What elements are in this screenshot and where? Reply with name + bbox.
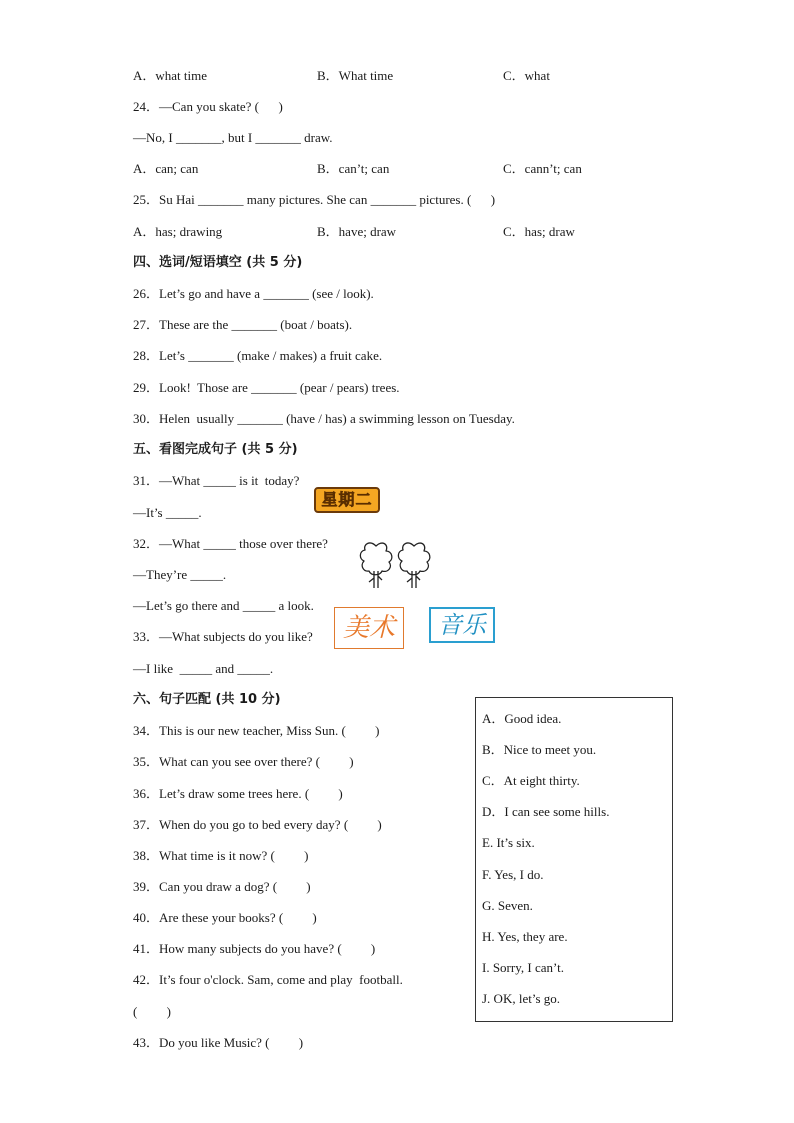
weekday-picture-label: 星期二 [321,490,373,509]
q35: 35．What can you see over there? ( ) [133,754,354,769]
q24-option-a: A．can; can [133,161,199,176]
q29: 29．Look! Those are _______ (pear / pears) trees. [133,380,400,395]
q33-question: 33．—What subjects do you like? [133,629,313,644]
weekday-picture [314,487,380,513]
answer-b: B．Nice to meet you. [482,742,597,757]
q23-option-c: C．what [503,68,550,83]
answer-c: C．At eight thirty. [482,773,580,788]
answer-f: F. Yes, I do. [482,867,544,882]
q31-answer: —It’s _____. [133,505,202,520]
q24-stem: 24．—Can you skate? ( ) [133,99,283,114]
q23-option-b: B．What time [317,68,394,83]
q40: 40．Are these your books? ( ) [133,910,317,925]
q36: 36．Let’s draw some trees here. ( ) [133,786,343,801]
answer-a: A．Good idea. [482,711,562,726]
section-6-title: 六、句子匹配 (共 10 分) [133,692,281,707]
q33-answer: —I like _____ and _____. [133,661,274,676]
q24-option-c: C．cann’t; can [503,161,582,176]
q27: 27．These are the _______ (boat / boats). [133,317,353,332]
q28: 28．Let’s _______ (make / makes) a fruit cake. [133,348,383,363]
q25-option-c: C．has; draw [503,224,575,239]
q25-option-b: B．have; draw [317,224,397,239]
answer-h: H. Yes, they are. [482,929,568,944]
q32-answer: —They’re _____. [133,567,227,582]
q26: 26．Let’s go and have a _______ (see / look). [133,286,374,301]
q31-question: 31．—What _____ is it today? [133,473,300,488]
art-subject-picture [334,607,404,649]
q24-option-b: B．can’t; can [317,161,390,176]
q32-followup: —Let’s go there and _____ a look. [133,598,314,613]
q25-stem: 25．Su Hai _______ many pictures. She can _______ pictures. ( ) [133,192,496,207]
q24-reply: —No, I _______, but I _______ draw. [133,130,333,145]
q30: 30．Helen usually _______ (have / has) a swimming lesson on Tuesday. [133,411,515,426]
q42: 42．It’s four o'clock. Sam, come and play football. [133,972,403,987]
answer-d: D．I can see some hills. [482,804,610,819]
answer-e: E. It’s six. [482,835,535,850]
q32-question: 32．—What _____ those over there? [133,536,328,551]
music-subject-label: 音乐 [438,611,486,639]
q43: 43．Do you like Music? ( ) [133,1035,304,1050]
section-5-title: 五、看图完成句子 (共 5 分) [133,442,298,457]
trees-icon [358,538,434,590]
art-subject-label: 美术 [342,613,395,643]
q37: 37．When do you go to bed every day? ( ) [133,817,382,832]
answer-j: J. OK, let’s go. [482,991,560,1006]
answer-g: G. Seven. [482,898,533,913]
q41: 41．How many subjects do you have? ( ) [133,941,376,956]
section-4-title: 四、选词/短语填空 (共 5 分) [133,255,303,270]
music-subject-picture [429,607,495,643]
q25-option-a: A．has; drawing [133,224,223,239]
q23-option-a: A．what time [133,68,208,83]
q38: 38．What time is it now? ( ) [133,848,309,863]
q34: 34．This is our new teacher, Miss Sun. ( ) [133,723,380,738]
answer-i: I. Sorry, I can’t. [482,960,564,975]
q39: 39．Can you draw a dog? ( ) [133,879,311,894]
q42-blank: ( ) [133,1004,171,1019]
